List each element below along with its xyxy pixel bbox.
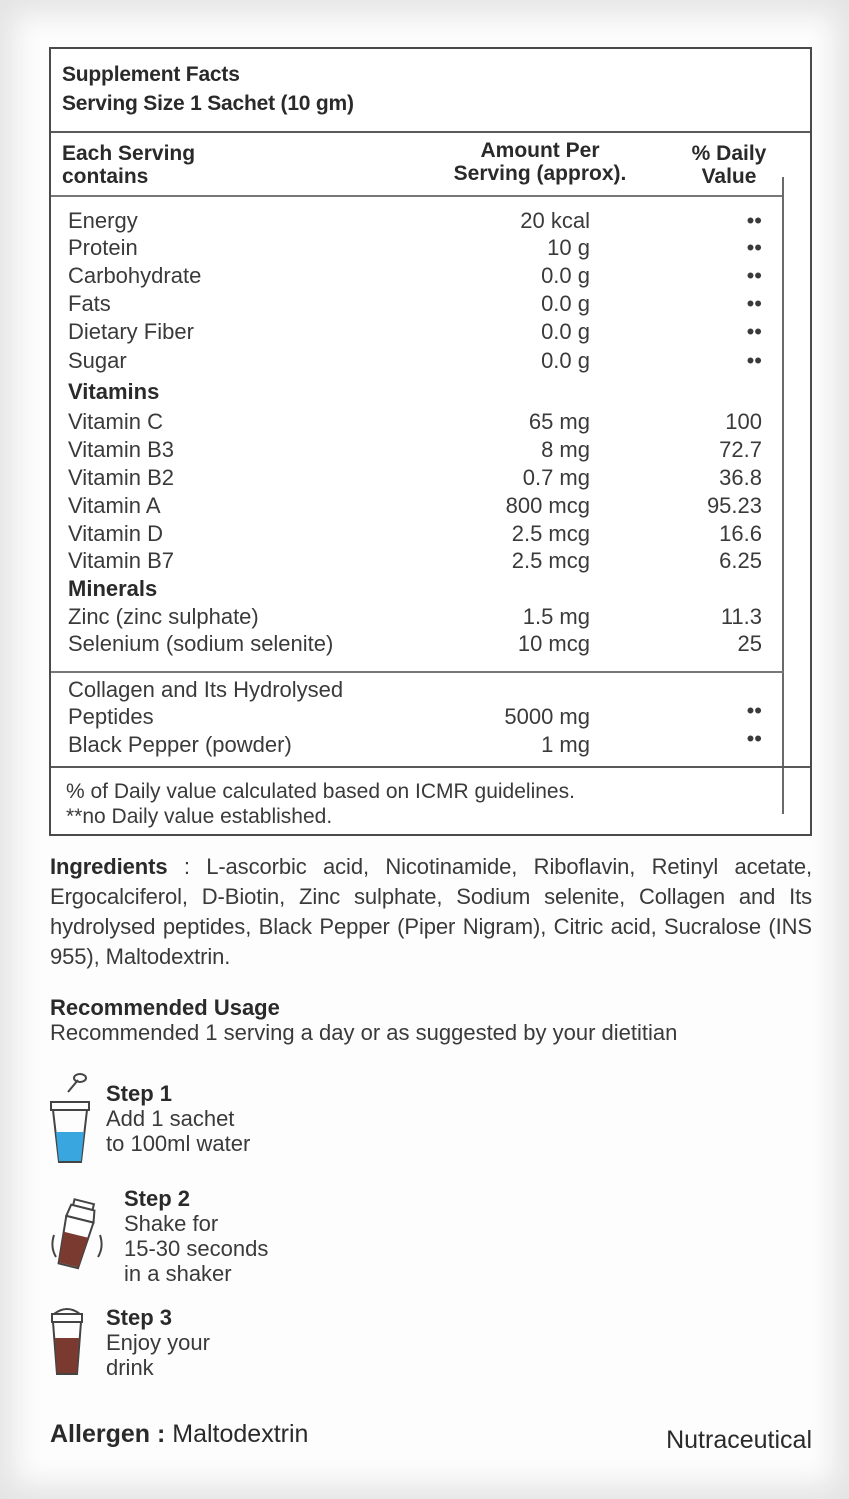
minerals-heading: Minerals xyxy=(68,576,158,601)
drink-cup-icon xyxy=(46,1302,88,1378)
nutrient-name: Black Pepper (powder) xyxy=(68,732,292,757)
nutrient-amount: 0.0 g xyxy=(541,348,590,373)
nutrient-name: Zinc (zinc sulphate) xyxy=(68,604,259,629)
table-row xyxy=(51,208,810,235)
header-text: % Daily xyxy=(691,142,767,165)
nutrient-amount: 2.5 mcg xyxy=(511,548,590,573)
table-row xyxy=(51,235,810,262)
nutrient-name: Selenium (sodium selenite) xyxy=(68,631,334,656)
table-row xyxy=(51,726,810,759)
recommended-usage-text: Recommended 1 serving a day or as suggested by your dietitian xyxy=(50,1020,678,1045)
step-1 xyxy=(106,1081,250,1156)
table-row xyxy=(51,348,810,375)
nutrient-daily-value: 36.8 xyxy=(719,465,762,490)
nutrient-daily-value: •• xyxy=(746,319,762,344)
nutrient-name: Vitamin D xyxy=(68,521,163,546)
table-row xyxy=(51,437,810,464)
supplement-facts-panel xyxy=(49,47,812,836)
nutrient-daily-value: •• xyxy=(746,291,762,316)
step-text: Shake for xyxy=(124,1211,219,1236)
nutrient-amount: 0.0 g xyxy=(541,319,590,344)
nutrient-name: Peptides xyxy=(68,704,154,729)
nutrient-name: Vitamin A xyxy=(68,493,161,518)
nutrient-daily-value: •• xyxy=(746,235,762,260)
nutrient-name: Sugar xyxy=(68,348,127,373)
nutrient-name: Vitamin B3 xyxy=(68,437,174,462)
nutrient-name: Fats xyxy=(68,291,111,316)
divider xyxy=(51,195,784,197)
header-text: Each Serving xyxy=(62,142,196,165)
table-row xyxy=(51,631,810,658)
nutrient-daily-value: •• xyxy=(746,348,762,373)
column-header-amount xyxy=(435,139,645,185)
nutrient-amount: 65 mg xyxy=(528,409,590,434)
table-row xyxy=(51,604,810,631)
step-text: Enjoy your xyxy=(106,1330,210,1355)
allergen-value: Maltodextrin xyxy=(172,1420,309,1448)
step-2 xyxy=(124,1186,268,1286)
nutrient-amount: 20 kcal xyxy=(520,208,590,233)
step-text: in a shaker xyxy=(124,1261,232,1286)
facts-title: Supplement Facts xyxy=(62,63,240,86)
ingredients-separator: : xyxy=(167,854,207,879)
nutrient-amount: 1.5 mg xyxy=(522,604,590,629)
allergen-separator: : xyxy=(150,1420,173,1448)
table-row xyxy=(51,409,810,436)
nutrient-amount: 1 mg xyxy=(541,732,590,757)
nutrient-daily-value: 95.23 xyxy=(706,493,762,518)
allergen-info xyxy=(50,1420,308,1449)
divider xyxy=(51,671,784,673)
table-row xyxy=(51,319,810,346)
nutrient-name: Protein xyxy=(68,235,138,260)
header-text: Serving (approx). xyxy=(453,162,627,185)
nutrient-daily-value: 16.6 xyxy=(719,521,762,546)
header-text: Amount Per xyxy=(480,139,600,162)
nutrient-amount: 5000 mg xyxy=(504,704,590,729)
nutrient-name: Vitamin B2 xyxy=(68,465,174,490)
footnote-no-daily-value: **no Daily value established. xyxy=(66,805,333,828)
nutrient-name: Vitamin C xyxy=(68,409,163,434)
nutrient-daily-value: 72.7 xyxy=(719,437,762,462)
nutrient-amount: 2.5 mcg xyxy=(511,521,590,546)
step-title: Step 3 xyxy=(106,1305,173,1330)
nutrient-amount: 8 mg xyxy=(541,437,590,462)
footnote-daily-value: % of Daily value calculated based on ICMR guidelines. xyxy=(66,780,575,803)
nutrient-name: Collagen and Its Hydrolysed xyxy=(68,677,344,702)
ingredients-text: L-ascorbic acid, Nicotinamide, Riboflavin, Retinyl acetate, Ergocalciferol, D-Biotin, Zinc sulphate, Sodium selenite, Collagen and Its hydrolysed peptides, Black Pepper (Piper Nigram), Citric acid, Sucralose (INS 955), Maltodextrin. xyxy=(50,854,812,969)
serving-size: Serving Size 1 Sachet (10 gm) xyxy=(62,92,354,115)
nutrient-daily-value: 25 xyxy=(737,631,762,656)
nutrient-amount: 10 g xyxy=(547,235,590,260)
cup-with-water-icon xyxy=(44,1070,96,1166)
nutrient-amount: 0.7 mg xyxy=(522,465,590,490)
nutrient-daily-value: 100 xyxy=(725,409,762,434)
step-text: 15-30 seconds xyxy=(124,1236,269,1261)
ingredients-label: Ingredients xyxy=(50,854,168,879)
step-3 xyxy=(106,1305,210,1380)
nutrient-name: Dietary Fiber xyxy=(68,319,194,344)
nutrient-amount: 0.0 g xyxy=(541,291,590,316)
header-text: contains xyxy=(62,165,149,188)
table-row xyxy=(51,698,810,731)
divider xyxy=(51,766,810,768)
table-row xyxy=(51,291,810,318)
table-row xyxy=(51,521,810,548)
category-label: Nutraceutical xyxy=(666,1426,812,1454)
nutrient-daily-value: •• xyxy=(746,263,762,288)
header-text: Value xyxy=(701,165,757,188)
step-text: drink xyxy=(106,1355,154,1380)
recommended-usage-title: Recommended Usage xyxy=(50,995,280,1020)
table-row xyxy=(51,465,810,492)
nutrient-name: Energy xyxy=(68,208,138,233)
column-header-contains xyxy=(62,142,195,188)
divider xyxy=(51,131,810,133)
nutrient-daily-value: 11.3 xyxy=(720,604,762,629)
step-title: Step 1 xyxy=(106,1081,173,1106)
step-text: to 100ml water xyxy=(106,1131,251,1156)
step-title: Step 2 xyxy=(124,1186,191,1211)
nutrient-daily-value: •• xyxy=(746,698,762,723)
nutrient-daily-value: •• xyxy=(746,726,762,751)
column-header-daily-value xyxy=(681,142,777,188)
table-row xyxy=(51,677,810,704)
allergen-label: Allergen xyxy=(50,1420,151,1448)
vitamins-heading: Vitamins xyxy=(68,379,160,404)
table-row xyxy=(51,263,810,290)
nutrient-daily-value: 6.25 xyxy=(719,548,762,573)
nutrient-name: Carbohydrate xyxy=(68,263,202,288)
table-row xyxy=(51,548,810,575)
nutrient-amount: 10 mcg xyxy=(517,631,590,656)
table-row xyxy=(51,493,810,520)
nutrient-amount: 800 mcg xyxy=(505,493,590,518)
nutrient-name: Vitamin B7 xyxy=(68,548,174,573)
shaker-icon xyxy=(44,1195,110,1275)
ingredients-paragraph xyxy=(50,852,812,972)
step-text: Add 1 sachet xyxy=(106,1106,235,1131)
nutrient-daily-value: •• xyxy=(746,208,762,233)
nutrient-amount: 0.0 g xyxy=(541,263,590,288)
